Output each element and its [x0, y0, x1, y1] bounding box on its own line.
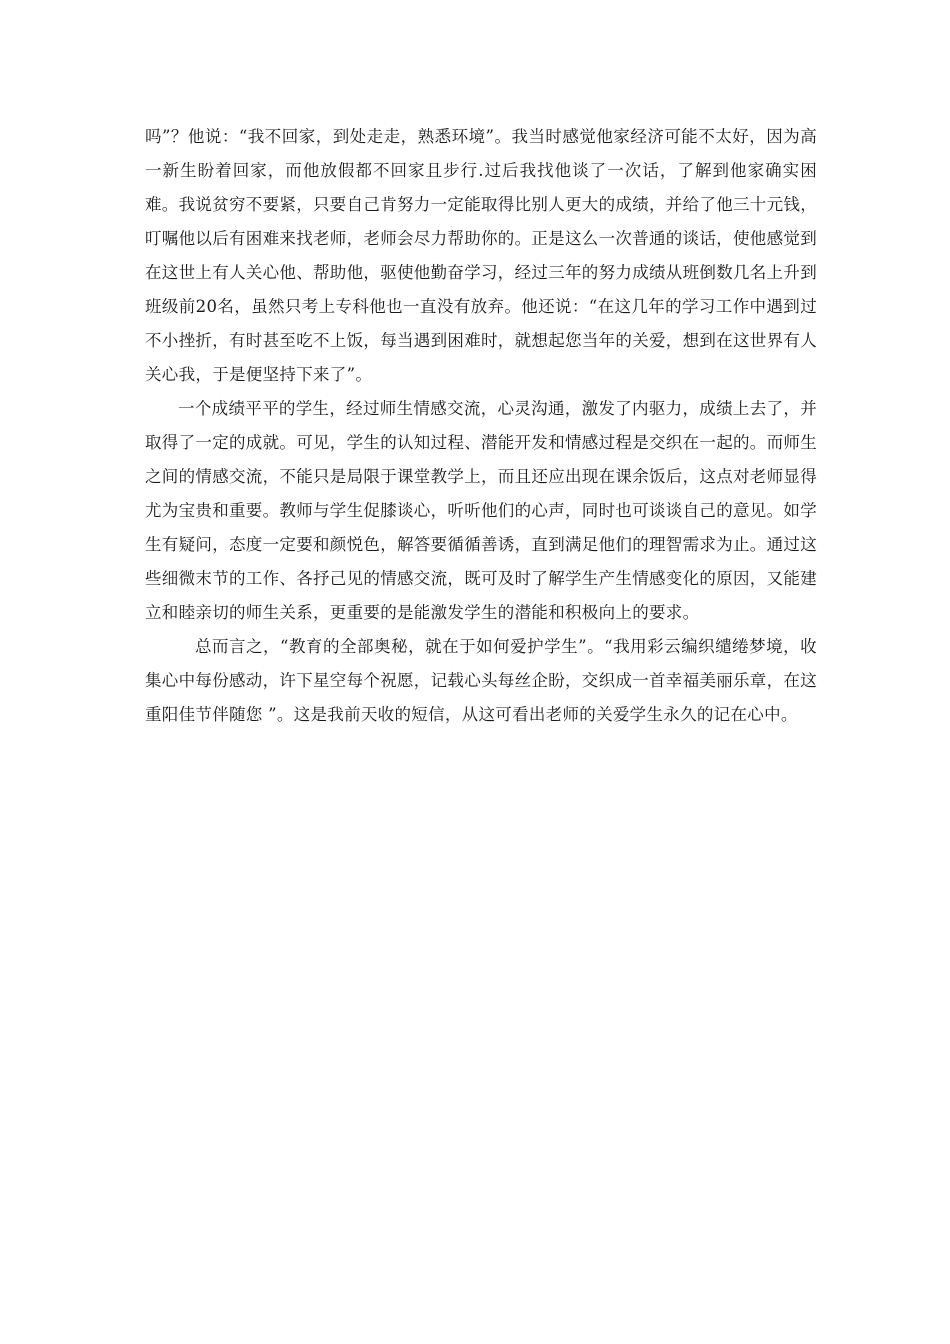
- document-body: [145, 120, 817, 732]
- paragraph-2: 一个成绩平平的学生，经过师生情感交流，心灵沟通，激发了内驱力，成绩上去了，并取得了一定的成就。可见，学生的认知过程、潜能开发和情感过程是交织在一起的。而师生之间的情感交流，不能只是局限于课堂教学上，而且还应出现在课余饭后，这点对老师显得尤为宝贵和重要。教师与学生促膝谈心，听听他们的心声，同时也可谈谈自己的意见。如学生有疑问，态度一定要和颜悦色，解答要循循善诱，直到满足他们的理智需求为止。通过这些细微末节的工作、各抒己见的情感交流，既可及时了解学生产生情感变化的原因，又能建立和睦亲切的师生关系，更重要的是能激发学生的潜能和积极向上的要求。: [145, 399, 817, 622]
- paragraph-3: 总而言之，“教育的全部奥秘，就在于如何爱护学生”。“我用彩云编织缱绻梦境，收集心中每份感动，许下星空每个祝愿，记载心头每丝企盼，交织成一首幸福美丽乐章，在这重阳佳节伴随您 ”。这是我前天收的短信，从这可看出老师的关爱学生永久的记在心中。: [145, 637, 817, 724]
- paragraph-1: 吗”？他说：“我不回家，到处走走，熟悉环境”。我当时感觉他家经济可能不太好，因为高一新生盼着回家，而他放假都不回家且步行.过后我找他谈了一次话，了解到他家确实困难。我说贫穷不要紧，只要自己肯努力一定能取得比别人更大的成绩，并给了他三十元钱，叮嘱他以后有困难来找老师，老师会尽力帮助你的。正是这么一次普通的谈话，使他感觉到在这世上有人关心他、帮助他，驱使他勤奋学习，经过三年的努力成绩从班倒数几名上升到班级前20名，虽然只考上专科他也一直没有放弃。他还说：“在这几年的学习工作中遇到过不小挫折，有时甚至吃不上饭，每当遇到困难时，就想起您当年的关爱，想到在这世界有人关心我，于是便坚持下来了”。: [145, 127, 817, 384]
